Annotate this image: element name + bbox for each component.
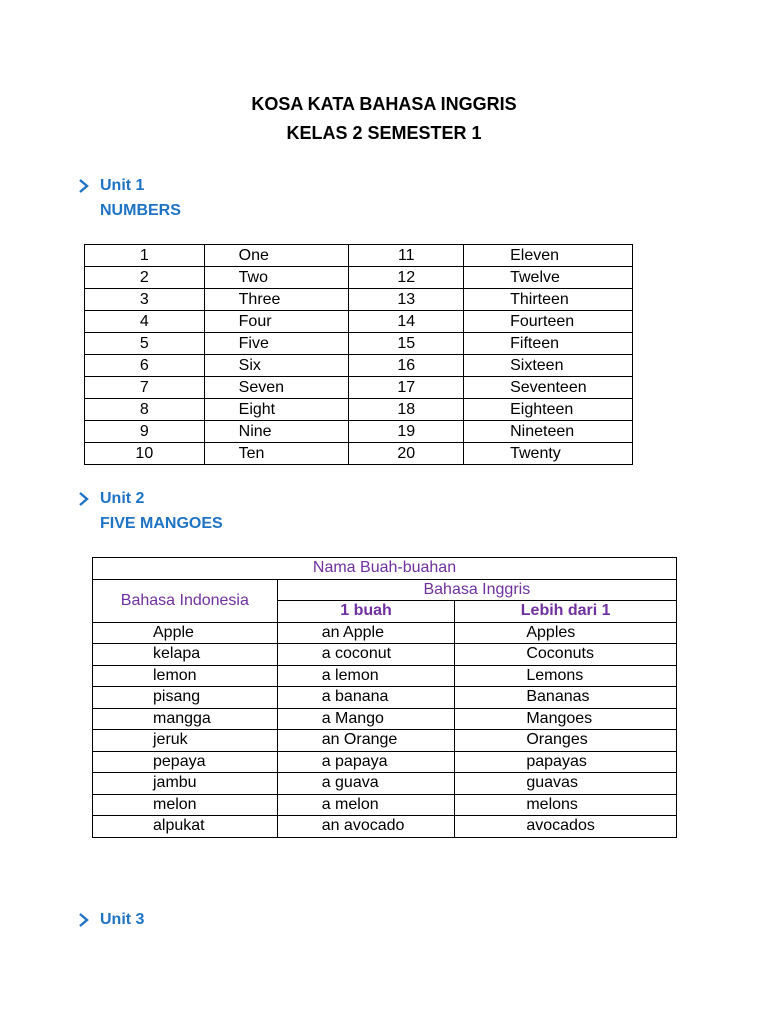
table-row [85, 311, 633, 333]
unit-3-heading [76, 909, 144, 931]
table-row [85, 267, 633, 289]
number-cell: 5 [85, 333, 205, 355]
number-cell: 6 [85, 355, 205, 377]
number-cell: 8 [85, 399, 205, 421]
number-cell: 12 [349, 267, 464, 289]
chevron-right-icon [76, 912, 92, 928]
fruit-plural: Lemons [455, 665, 677, 687]
number-cell: 10 [85, 443, 205, 465]
word-cell: Sixteen [464, 355, 633, 377]
fruit-singular: a guava [277, 773, 455, 795]
table-header-row [93, 558, 677, 580]
fruit-plural: guavas [455, 773, 677, 795]
fruit-plural: Oranges [455, 730, 677, 752]
table-row [93, 622, 677, 644]
word-cell: Eighteen [464, 399, 633, 421]
word-cell: Three [204, 289, 349, 311]
fruit-plural: Bananas [455, 687, 677, 709]
number-cell: 7 [85, 377, 205, 399]
number-cell: 9 [85, 421, 205, 443]
fruit-indonesian: pepaya [93, 751, 278, 773]
table-row [85, 421, 633, 443]
fruit-singular: a banana [277, 687, 455, 709]
number-cell: 2 [85, 267, 205, 289]
document-subtitle: KELAS 2 SEMESTER 1 [286, 123, 482, 143]
table-row [85, 333, 633, 355]
table-row [85, 289, 633, 311]
fruit-indonesian: melon [93, 794, 278, 816]
number-cell: 15 [349, 333, 464, 355]
word-cell: Ten [204, 443, 349, 465]
fruit-indonesian: jambu [93, 773, 278, 795]
unit-2-heading [76, 488, 223, 535]
word-cell: Fourteen [464, 311, 633, 333]
document-title: KOSA KATA BAHASA INGGRIS [251, 94, 517, 114]
fruit-indonesian: pisang [93, 687, 278, 709]
table-row [85, 377, 633, 399]
word-cell: Nineteen [464, 421, 633, 443]
number-cell: 13 [349, 289, 464, 311]
table-row [93, 816, 677, 838]
word-cell: Nine [204, 421, 349, 443]
numbers-table [84, 244, 633, 465]
unit-1-subtitle: NUMBERS [100, 202, 181, 219]
chevron-right-icon [76, 178, 92, 194]
fruit-singular: a papaya [277, 751, 455, 773]
table-row [93, 708, 677, 730]
table-header-row [93, 579, 677, 601]
fruit-plural: Mangoes [455, 708, 677, 730]
table-row [85, 399, 633, 421]
number-cell: 20 [349, 443, 464, 465]
fruit-indonesian: lemon [93, 665, 278, 687]
column-header-many: Lebih dari 1 [455, 601, 677, 623]
word-cell: Seventeen [464, 377, 633, 399]
fruit-singular: a Mango [277, 708, 455, 730]
word-cell: Eight [204, 399, 349, 421]
table-row [93, 665, 677, 687]
table-row [93, 751, 677, 773]
column-header-indonesia: Bahasa Indonesia [93, 579, 278, 622]
table-row [93, 644, 677, 666]
number-cell: 11 [349, 245, 464, 267]
table-row [85, 443, 633, 465]
fruit-indonesian: Apple [93, 622, 278, 644]
unit-2-subtitle: FIVE MANGOES [100, 515, 223, 532]
word-cell: Five [204, 333, 349, 355]
table-row [93, 794, 677, 816]
fruit-singular: a lemon [277, 665, 455, 687]
number-cell: 14 [349, 311, 464, 333]
word-cell: Eleven [464, 245, 633, 267]
number-cell: 18 [349, 399, 464, 421]
word-cell: Six [204, 355, 349, 377]
word-cell: Two [204, 267, 349, 289]
fruit-indonesian: alpukat [93, 816, 278, 838]
table-row [85, 245, 633, 267]
unit-1-label: Unit 1 [100, 177, 145, 194]
fruit-plural: papayas [455, 751, 677, 773]
word-cell: Twelve [464, 267, 633, 289]
table-row [93, 773, 677, 795]
column-header-one: 1 buah [277, 601, 455, 623]
word-cell: Seven [204, 377, 349, 399]
unit-2-label: Unit 2 [100, 490, 145, 507]
fruits-table [92, 557, 677, 838]
word-cell: Four [204, 311, 349, 333]
table-row [93, 687, 677, 709]
fruit-singular: a coconut [277, 644, 455, 666]
number-cell: 4 [85, 311, 205, 333]
fruit-singular: a melon [277, 794, 455, 816]
fruit-indonesian: mangga [93, 708, 278, 730]
unit-3-label: Unit 3 [100, 911, 145, 928]
table-row [85, 355, 633, 377]
fruit-singular: an Apple [277, 622, 455, 644]
fruit-plural: melons [455, 794, 677, 816]
word-cell: Fifteen [464, 333, 633, 355]
table-title: Nama Buah-buahan [93, 558, 677, 580]
fruit-indonesian: jeruk [93, 730, 278, 752]
number-cell: 1 [85, 245, 205, 267]
fruit-singular: an avocado [277, 816, 455, 838]
fruit-singular: an Orange [277, 730, 455, 752]
unit-1-heading [76, 175, 181, 222]
chevron-right-icon [76, 491, 92, 507]
word-cell: Twenty [464, 443, 633, 465]
number-cell: 16 [349, 355, 464, 377]
word-cell: Thirteen [464, 289, 633, 311]
fruit-plural: Coconuts [455, 644, 677, 666]
number-cell: 19 [349, 421, 464, 443]
fruit-plural: avocados [455, 816, 677, 838]
fruit-indonesian: kelapa [93, 644, 278, 666]
word-cell: One [204, 245, 349, 267]
column-header-inggris: Bahasa Inggris [277, 579, 676, 601]
number-cell: 17 [349, 377, 464, 399]
fruit-plural: Apples [455, 622, 677, 644]
number-cell: 3 [85, 289, 205, 311]
table-row [93, 730, 677, 752]
